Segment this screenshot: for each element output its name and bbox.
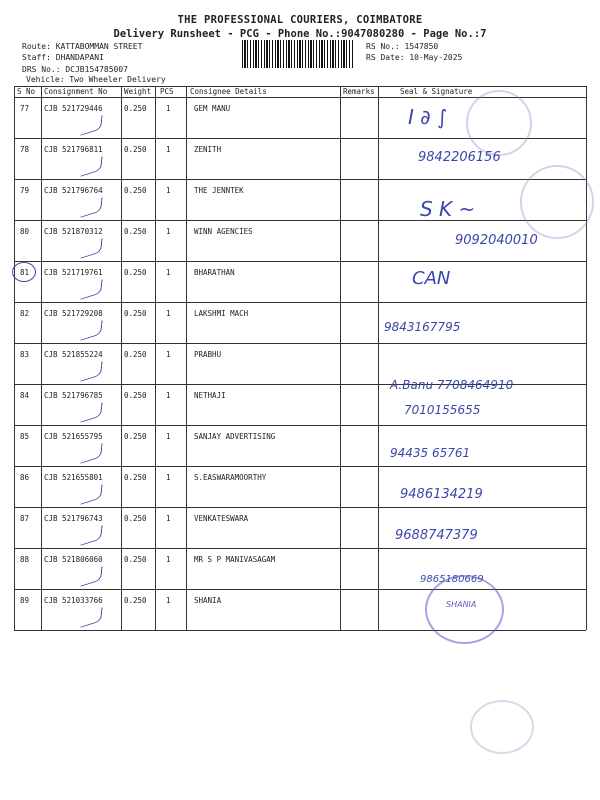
cell-sno: 78 — [20, 145, 30, 154]
column-divider — [340, 86, 341, 630]
check-mark — [80, 279, 102, 300]
col-sno: S No — [17, 87, 36, 96]
col-consignee: Consignee Details — [190, 87, 267, 96]
handwritten-phone-84b: 7010155655 — [404, 403, 481, 417]
cell-consignment: CJB 521796743 — [44, 514, 103, 523]
cell-sno: 87 — [20, 514, 30, 523]
signature-77: I ∂ ∫ — [408, 105, 448, 129]
cell-consignee: BHARATHAN — [194, 268, 235, 277]
cell-sno: 79 — [20, 186, 30, 195]
row-divider — [14, 548, 586, 549]
cell-consignee: LAKSHMI MACH — [194, 309, 249, 318]
cell-consignment: CJB 521033766 — [44, 596, 103, 605]
cell-pcs: 1 — [166, 596, 171, 605]
check-mark — [80, 320, 102, 341]
barcode — [242, 40, 354, 68]
vehicle-label: Vehicle: Two Wheeler Delivery — [26, 75, 166, 84]
staff-label: Staff: DHANDAPANI — [22, 53, 104, 62]
check-mark — [80, 525, 102, 546]
cell-consignee: SHANIA — [194, 596, 222, 605]
cell-weight: 0.250 — [124, 432, 147, 441]
column-divider — [378, 86, 379, 630]
cell-sno: 84 — [20, 391, 30, 400]
check-mark — [80, 156, 102, 177]
check-mark — [80, 402, 102, 423]
seal-stamp-1 — [466, 90, 532, 156]
cell-consignee: S.EASWARAMOORTHY — [194, 473, 267, 482]
cell-consignee: GEM MANU — [194, 104, 231, 113]
row-divider — [14, 630, 586, 631]
row-divider — [14, 466, 586, 467]
check-mark — [80, 361, 102, 382]
row-divider — [14, 507, 586, 508]
cell-weight: 0.250 — [124, 391, 147, 400]
cell-sno: 86 — [20, 473, 30, 482]
cell-consignee: WINN AGENCIES — [194, 227, 253, 236]
col-weight: Weight — [124, 87, 152, 96]
cell-weight: 0.250 — [124, 555, 147, 564]
row-divider — [14, 302, 586, 303]
cell-consignee: SANJAY ADVERTISING — [194, 432, 276, 441]
col-consignment: Consignment No — [44, 87, 108, 96]
row-divider — [14, 343, 586, 344]
col-pcs: PCS — [160, 87, 174, 96]
cell-sno: 81 — [20, 268, 30, 277]
shania-seal — [425, 575, 504, 644]
cell-consignee: ZENITH — [194, 145, 222, 154]
seal-stamp-2 — [520, 165, 594, 239]
cell-pcs: 1 — [166, 309, 171, 318]
runsheet-title: Delivery Runsheet - PCG - Phone No.:9047080280 - Page No.:7 — [113, 28, 487, 40]
cell-consignment: CJB 521655795 — [44, 432, 103, 441]
column-divider — [186, 86, 187, 630]
check-mark — [80, 238, 102, 259]
cell-sno: 85 — [20, 432, 30, 441]
cell-weight: 0.250 — [124, 473, 147, 482]
row-divider — [14, 425, 586, 426]
check-mark — [80, 484, 102, 505]
cell-pcs: 1 — [166, 227, 171, 236]
cell-pcs: 1 — [166, 391, 171, 400]
handwritten-phone-78: 9842206156 — [418, 150, 501, 165]
cell-pcs: 1 — [166, 555, 171, 564]
column-divider — [14, 86, 15, 630]
cell-weight: 0.250 — [124, 186, 147, 195]
cell-pcs: 1 — [166, 145, 171, 154]
cell-sno: 88 — [20, 555, 30, 564]
cell-consignment: CJB 521855224 — [44, 350, 103, 359]
row-divider — [14, 179, 586, 180]
col-signature: Seal & Signature — [400, 87, 473, 96]
cell-consignment: CJB 521655801 — [44, 473, 103, 482]
cell-sno: 89 — [20, 596, 30, 605]
check-mark — [80, 566, 102, 587]
handwritten-phone-84a: A.Banu 7708464910 — [390, 378, 514, 392]
cell-consignment: CJB 521796764 — [44, 186, 103, 195]
drs-label: DRS No.: DCJB154785007 — [22, 65, 128, 74]
cell-consignment: CJB 521729208 — [44, 309, 103, 318]
check-mark — [80, 443, 102, 464]
cell-consignment: CJB 521870312 — [44, 227, 103, 236]
column-divider — [586, 86, 587, 630]
cell-weight: 0.250 — [124, 350, 147, 359]
cell-weight: 0.250 — [124, 104, 147, 113]
handwritten-phone-85: 94435 65761 — [390, 446, 471, 460]
cell-sno: 80 — [20, 227, 30, 236]
cell-sno: 82 — [20, 309, 30, 318]
cell-pcs: 1 — [166, 473, 171, 482]
row-81-circle — [12, 262, 36, 282]
cell-weight: 0.250 — [124, 514, 147, 523]
row-divider — [14, 261, 586, 262]
cell-pcs: 1 — [166, 268, 171, 277]
cell-consignee: NETHAJI — [194, 391, 226, 400]
row-divider — [14, 220, 586, 221]
signature-79: S K ~ — [420, 197, 476, 221]
table-top-rule — [14, 86, 586, 87]
cell-pcs: 1 — [166, 350, 171, 359]
cell-consignee: PRABHU — [194, 350, 222, 359]
handwritten-phone-80: 9092040010 — [455, 233, 538, 248]
cell-consignment: CJB 521719761 — [44, 268, 103, 277]
cell-consignee: VENKATESWARA — [194, 514, 249, 523]
column-divider — [155, 86, 156, 630]
cell-pcs: 1 — [166, 186, 171, 195]
check-mark — [80, 197, 102, 218]
column-divider — [121, 86, 122, 630]
cell-weight: 0.250 — [124, 268, 147, 277]
cell-consignment: CJB 521796785 — [44, 391, 103, 400]
rs-date: RS Date: 10-May-2025 — [366, 53, 463, 62]
cell-sno: 77 — [20, 104, 30, 113]
route-label: Route: KATTABOMMAN STREET — [22, 42, 143, 51]
handwritten-phone-86: 9486134219 — [400, 487, 483, 502]
rs-number: RS No.: 1547850 — [366, 42, 439, 51]
column-divider — [41, 86, 42, 630]
cell-weight: 0.250 — [124, 309, 147, 318]
company-title: THE PROFESSIONAL COURIERS, COIMBATORE — [177, 14, 423, 26]
cell-weight: 0.250 — [124, 596, 147, 605]
handwritten-phone-82: 9843167795 — [384, 320, 461, 334]
col-remarks: Remarks — [343, 87, 375, 96]
faint-stamp — [470, 700, 534, 754]
row-divider — [14, 589, 586, 590]
check-mark — [80, 115, 102, 136]
cell-sno: 83 — [20, 350, 30, 359]
handwritten-phone-88: 9865180669 — [420, 574, 484, 585]
cell-pcs: 1 — [166, 432, 171, 441]
cell-consignee: MR S P MANIVASAGAM — [194, 555, 276, 564]
signature-81: CAN — [412, 268, 451, 289]
cell-consignment: CJB 521806060 — [44, 555, 103, 564]
cell-consignee: THE JENNTEK — [194, 186, 244, 195]
cell-pcs: 1 — [166, 104, 171, 113]
cell-pcs: 1 — [166, 514, 171, 523]
check-mark — [80, 607, 102, 628]
cell-weight: 0.250 — [124, 145, 147, 154]
seal-text: SHANIA — [446, 600, 477, 609]
handwritten-phone-87: 9688747379 — [395, 528, 478, 543]
cell-consignment: CJB 521796811 — [44, 145, 103, 154]
cell-weight: 0.250 — [124, 227, 147, 236]
cell-consignment: CJB 521729446 — [44, 104, 103, 113]
